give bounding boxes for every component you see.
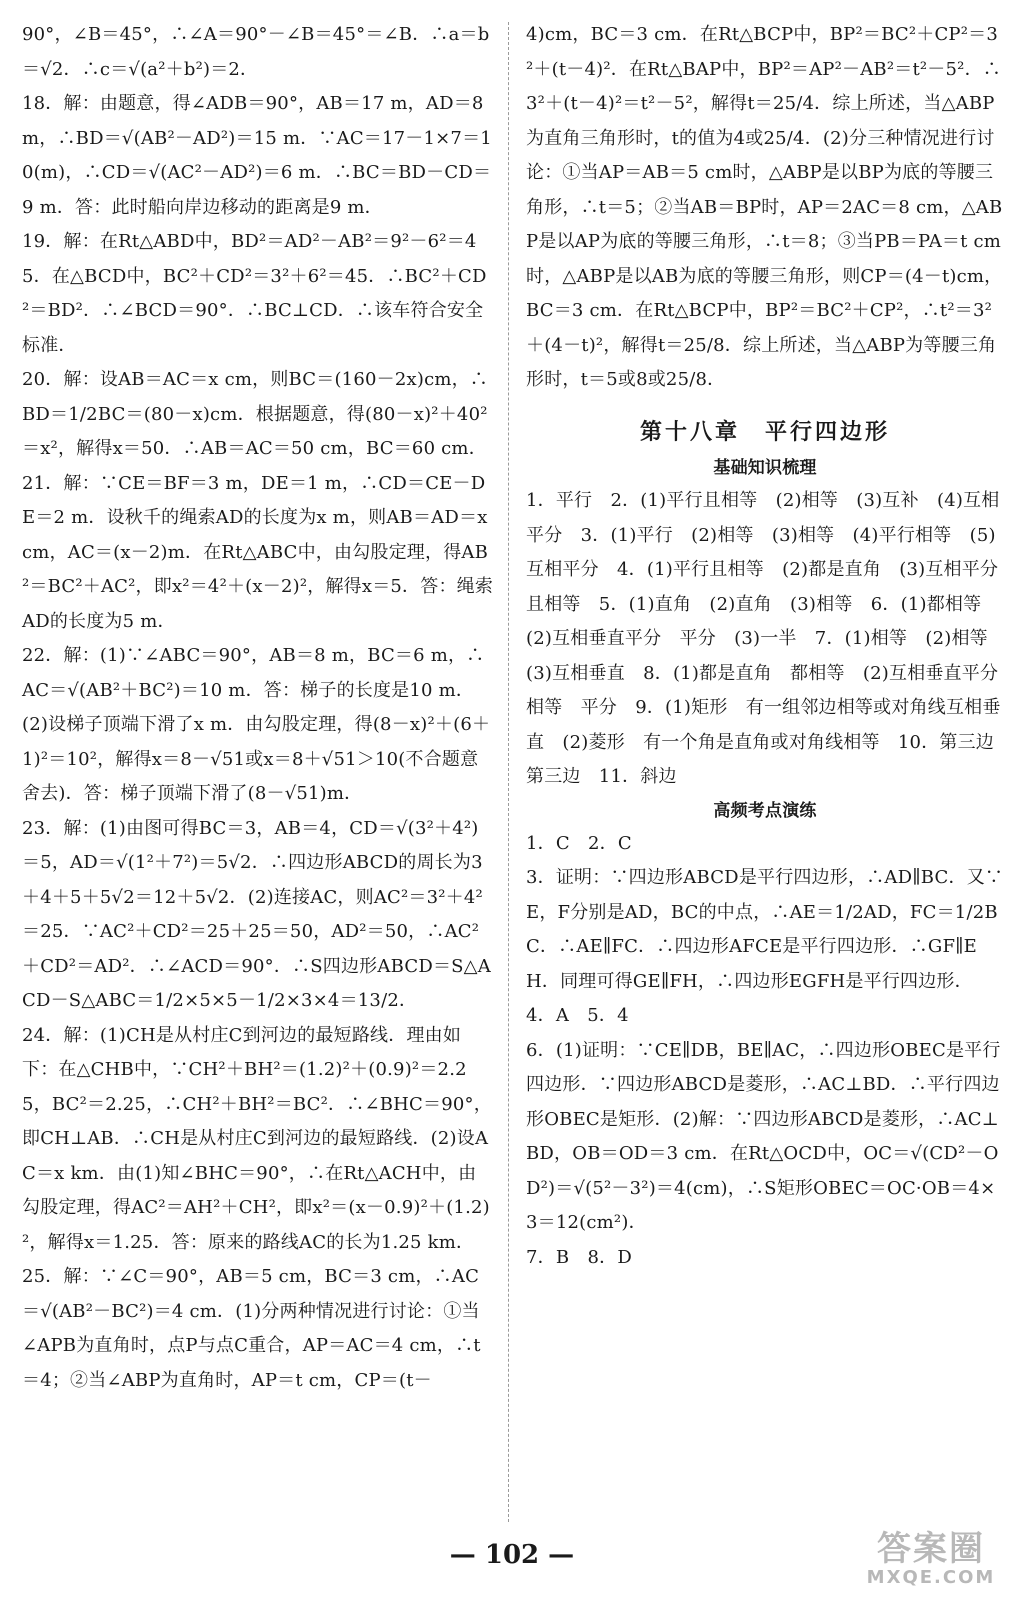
basics-answers: 1．平行 2．(1)平行且相等 (2)相等 (3)互补 (4)互相平分 3．(1)平行 (2)相等 (3)相等 (4)平行相等 (5)互相平分 4．(1)平行且相等 (2)都是直角 (3)互相平分且相等 5．(1)直角 (2)直角 (3)相等 6．(1)都相等 (2)互相垂直平分 平分 (3)一半 7．(1)相等 (2)相等 (3)互相垂直 8．(1)都是直角 都相等 (2)互相垂直平分 相等 平分 9．(1)矩形 有一组邻边相等或对角线互相垂直 (2)菱形 有一个角是直角或对角线相等 10．第三边 第三边 11．斜边 xyxy=(526,490,1017,787)
practice-answer-4-5: 4．A 5．4 xyxy=(526,1005,629,1026)
answer-20: 20．解：设AB＝AC＝x cm，则BC＝(160－2x)cm，∴BD＝1/2BC＝(80－x)cm．根据题意，得(80－x)²＋40²＝x²，解得x＝50．∴AB＝AC＝50 cm，BC＝60 cm． xyxy=(22,369,489,459)
answer-25-continued: 4)cm，BC＝3 cm．在Rt△BCP中，BP²＝BC²＋CP²＝3²＋(t－4)²．在Rt△BAP中，BP²＝AP²－AB²＝t²－5²．∴3²＋(t－4)²＝t²－5²，解得t＝25/4．综上所述，当△ABP为直角三角形时，t的值为4或25/4．(2)分三种情况进行讨论：①当AP＝AB＝5 cm时，△ABP是以BP为底的等腰三角形，∴t＝5；②当AB＝BP时，AP＝2AC＝8 cm，△ABP是以AP为底的等腰三角形，∴t＝8；③当PB＝PA＝t cm时，△ABP是以AB为底的等腰三角形，则CP＝(4－t)cm，BC＝3 cm．在Rt△BCP中，BP²＝BC²＋CP²，∴t²＝3²＋(4－t)²，解得t＝25/8．综上所述，当△ABP为等腰三角形时，t＝5或8或25/8． xyxy=(526,24,1003,390)
chapter-title: 第十八章 平行四边形 xyxy=(639,419,890,445)
practice-answer-3: 3．证明：∵四边形ABCD是平行四边形，∴AD∥BC．又∵E，F分别是AD，BC的中点，∴AE＝1/2AD，FC＝1/2BC．∴AE∥FC．∴四边形AFCE是平行四边形．∴GF∥EH．同理可得GE∥FH，∴四边形EGFH是平行四边形． xyxy=(526,867,1004,992)
answer-22: 22．解：(1)∵∠ABC＝90°，AB＝8 m，BC＝6 m，∴AC＝√(AB²＋BC²)＝10 m．答：梯子的长度是10 m．(2)设梯子顶端下滑了x m．由勾股定理，得(8－x)²＋(6＋1)²＝10²，解得x＝8－√51或x＝8＋√51＞10(不合题意舍去)．答：梯子顶端下滑了(8－√51)m． xyxy=(22,645,491,804)
watermark-main-text: 答案圈 xyxy=(877,1529,985,1569)
column-divider xyxy=(508,22,509,1522)
right-column xyxy=(526,18,1017,1275)
answer-18: 18．解：由题意，得∠ADB＝90°，AB＝17 m，AD＝8 m，∴BD＝√(AB²－AD²)＝15 m．∵AC＝17－1×7＝10(m)，∴CD＝√(AC²－AD²)＝6 m．∴BC＝BD－CD＝9 m．答：此时船向岸边移动的距离是9 m． xyxy=(22,93,492,218)
answer-25: 25．解：∵∠C＝90°，AB＝5 cm，BC＝3 cm，∴AC＝√(AB²－BC²)＝4 cm．(1)分两种情况进行讨论：①当∠APB为直角时，点P与点C重合，AP＝AC＝4 cm，∴t＝4；②当∠ABP为直角时，AP＝t cm，CP＝(t－ xyxy=(22,1266,481,1391)
section-title-basics: 基础知识梳理 xyxy=(713,458,817,478)
watermark-url-text: MXQE.COM xyxy=(866,1567,996,1588)
answer-24: 24．解：(1)CH是从村庄C到河边的最短路线．理由如下：在△CHB中，∵CH²＋BH²＝(1.2)²＋(0.9)²＝2.25，BC²＝2.25，∴CH²＋BH²＝BC²．∴∠BHC＝90°，即CH⊥AB．∴CH是从村庄C到河边的最短路线．(2)设AC＝x km．由(1)知∠BHC＝90°，∴在Rt△ACH中，由勾股定理，得AC²＝AH²＋CH²，即x²＝(x－0.9)²＋(1.2)²，解得x＝1.25．答：原来的路线AC的长为1.25 km． xyxy=(22,1024,492,1253)
answer-19: 19．解：在Rt△ABD中，BD²＝AD²－AB²＝9²－6²＝45．在△BCD中，BC²＋CD²＝3²＋6²＝45．∴BC²＋CD²＝BD²．∴∠BCD＝90°．∴BC⊥CD．∴该车符合安全标准． xyxy=(22,231,487,356)
practice-answer-7-8: 7．B 8．D xyxy=(526,1246,632,1268)
practice-answer-1-2: 1．C 2．C xyxy=(526,832,632,854)
section-title-practice: 高频考点演练 xyxy=(713,800,817,821)
answer-23: 23．解：(1)由图可得BC＝3，AB＝4，CD＝√(3²＋4²)＝5，AD＝√(1²＋7²)＝5√2．∴四边形ABCD的周长为3＋4＋5＋5√2＝12＋5√2．(2)连接AC，则AC²＝3²＋4²＝25．∵AC²＋CD²＝25＋25＝50，AD²＝50，∴AC²＋CD²＝AD²．∴∠ACD＝90°．∴S四边形ABCD＝S△ACD－S△ABC＝1/2×5×5－1/2×3×4＝13/2． xyxy=(22,817,491,1011)
left-column xyxy=(22,18,494,1398)
practice-answer-6: 6．(1)证明：∵CE∥DB，BE∥AC，∴四边形OBEC是平行四边形．∵四边形ABCD是菱形，∴AC⊥BD．∴平行四边形OBEC是矩形．(2)解：∵四边形ABCD是菱形，∴AC⊥BD，OB＝OD＝3 cm．在Rt△OCD中，OC＝√(CD²－OD²)＝√(5²－3²)＝4(cm)，∴S矩形OBEC＝OC·OB＝4×3＝12(cm²)． xyxy=(526,1039,1001,1233)
page-number: — 102 — xyxy=(449,1540,575,1570)
answer-21: 21．解：∵CE＝BF＝3 m，DE＝1 m，∴CD＝CE－DE＝2 m．设秋千的绳索AD的长度为x m，则AB＝AD＝x cm，AC＝(x－2)m．在Rt△ABC中，由勾股定理，得AB²＝BC²＋AC²，即x²＝4²＋(x－2)²，解得x＝5．答：绳索AD的长度为5 m． xyxy=(22,472,494,632)
answer-paragraph: 90°，∠B＝45°，∴∠A＝90°－∠B＝45°＝∠B．∴a＝b＝√2．∴c＝√(a²＋b²)＝2． xyxy=(22,24,490,80)
watermark-logo xyxy=(856,1530,1006,1592)
